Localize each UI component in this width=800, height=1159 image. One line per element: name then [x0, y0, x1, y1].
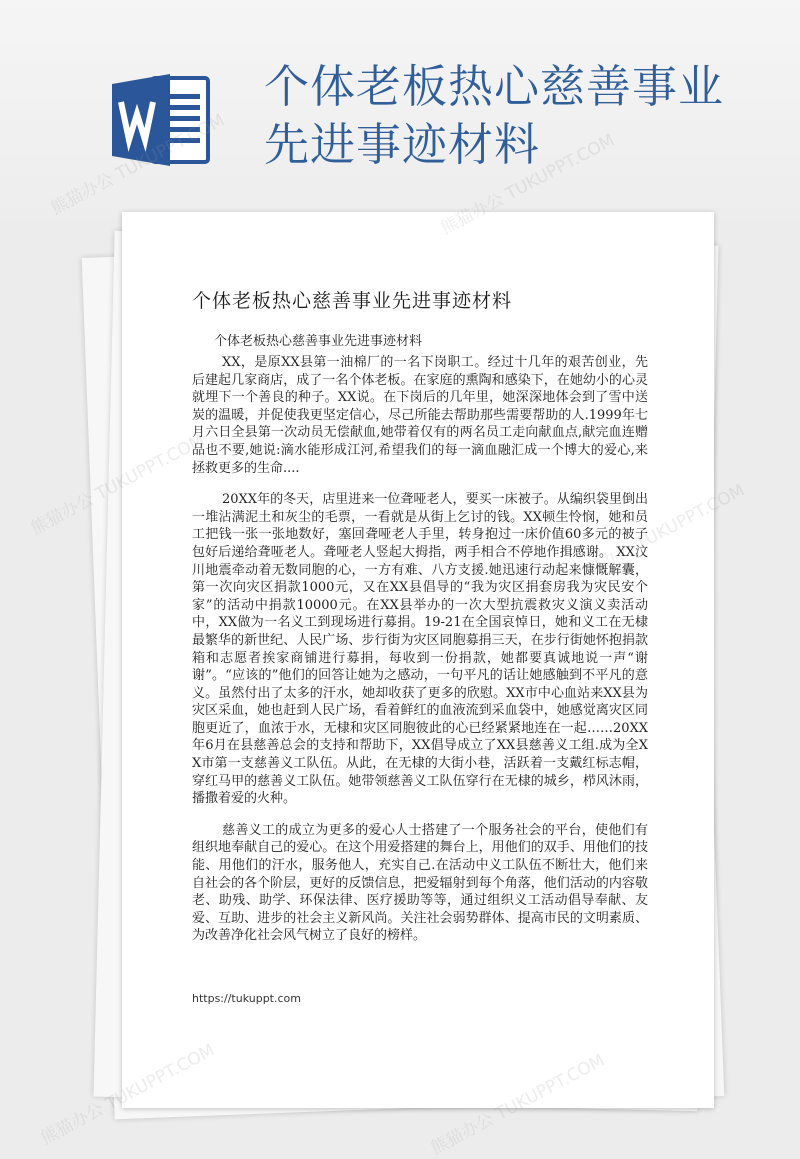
word-icon	[112, 74, 212, 166]
document-page	[122, 212, 714, 1108]
document-body	[192, 354, 648, 959]
page-title	[264, 58, 744, 174]
page-title-line-1: 个体老板热心慈善事业	[264, 60, 725, 113]
page-title-line-2: 先进事迹材料	[264, 118, 541, 171]
document-subheading: 个体老板热心慈善事业先进事迹材料	[214, 334, 423, 349]
body-paragraph: 20XX年的冬天，店里进来一位聋哑老人，要买一床被子。从编织袋里倒出一堆沾满泥土和灰尘的毛票，一看就是从街上乞讨的钱。XX顿生怜悯，她和员工把钱一张一张地数好，塞回聋哑老人手里，转身抱过一床价值60多元的被子包好后递给聋哑老人。聋哑老人竖起大拇指，两手相合不停地作揖感谢。 XX汶川地震牵动着无数同胞的心，一方有难、八方支援.她迅速行动起来慷慨解囊，第一次向灾区捐款1000元，又在XX县倡导的“我为灾区捐套房我为灾民安个家”的活动中捐款10000元。在XX县举办的一次大型抗震救灾义演义卖活动中，XX做为一名义工到现场进行募捐。19-21在全国哀悼日，她和义工在无棣最繁华的新世纪、人民广场、步行街为灾区同胞募捐三天，在步行街她怀抱捐款箱和志愿者挨家商铺进行募捐，每收到一份捐款，她都要真诚地说一声“谢谢”。“应该的”他们的回答让她为之感动，一句平凡的话让她感触到不平凡的意义。虽然付出了太多的汗水，她却收获了更多的欣慰。XX市中心血站来XX县为灾区采血，她也赶到人民广场，看着鲜红的血液流到采血袋中，她感觉离灾区同胞更近了，血浓于水，无棣和灾区同胞彼此的心已经紧紧地连在一起……20XX年6月在县慈善总会的支持和帮助下，XX倡导成立了XX县慈善义工组.成为全XX市第一支慈善义工队伍。从此，在无棣的大街小巷，活跃着一支戴红标志帽，穿红马甲的慈善义工队伍。她带领慈善义工队伍穿行在无棣的城乡，栉风沐雨，播撒着爱的火种。	[192, 492, 648, 807]
footer-url: https://tukuppt.com	[192, 992, 301, 1005]
body-paragraph: 慈善义工的成立为更多的爱心人士搭建了一个服务社会的平台，使他们有组织地奉献自己的爱心。在这个用爱搭建的舞台上，用他们的双手、用他们的技能、用他们的汗水，服务他人，充实自己.在活动中义工队伍不断壮大，他们来自社会的各个阶层，更好的反馈信息，把爱辐射到每个角落，他们活动的内容敬老、助残、助学、环保法律、医疗援助等等，通过组织义工活动倡导奉献、友爱、互助、进步的社会主义新风尚。关注社会弱势群体、提高市民的文明素质、为改善净化社会风气树立了良好的榜样。	[192, 822, 648, 944]
body-paragraph: XX，是原XX县第一油棉厂的一名下岗职工。经过十几年的艰苦创业，先后建起几家商店，成了一名个体老板。在家庭的熏陶和感染下，在她幼小的心灵就埋下一个善良的种子。XX说。在下岗后的几年里，她深深地体会到了雪中送炭的温暖，并促使我更坚定信心，尽己所能去帮助那些需要帮助的人.1999年七月六日全县第一次动员无偿献血,她带着仅有的两名员工走向献血点,献完血连赠品也不要,她说:滴水能形成江河,希望我们的每一滴血融汇成一个博大的爱心,来拯救更多的生命....	[192, 355, 648, 476]
watermark: 熊猫办公	[37, 1099, 108, 1149]
document-heading: 个体老板热心慈善事业先进事迹材料	[192, 290, 513, 312]
watermark: 熊猫办公	[27, 489, 98, 539]
